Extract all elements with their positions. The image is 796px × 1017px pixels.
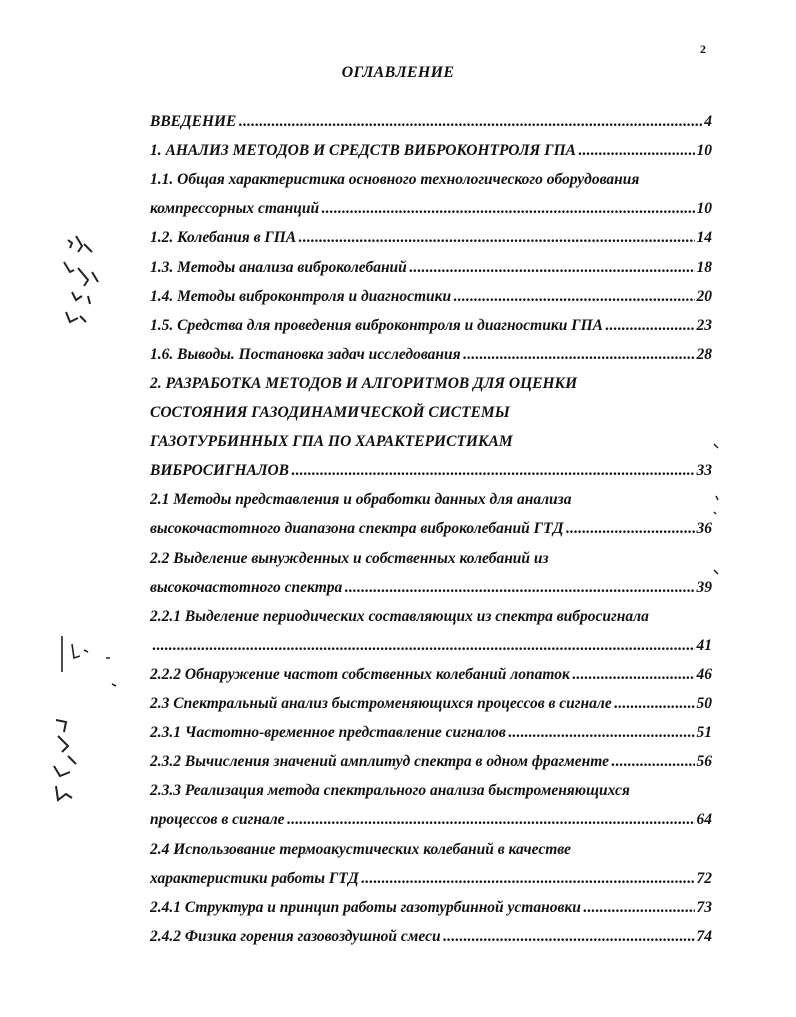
toc-page-number: 20 bbox=[696, 288, 712, 305]
toc-dot-leader bbox=[565, 519, 694, 539]
toc-entry-title: 1.5. Средства для проведения виброконтроля и диагностики ГПА bbox=[150, 317, 603, 334]
toc-entry[interactable] bbox=[150, 170, 712, 228]
toc-entry-title: 2.4.2 Физика горения газовоздушной смеси bbox=[150, 928, 441, 945]
toc-entry[interactable] bbox=[150, 898, 712, 927]
toc-entry-title: 2.3.2 Вычисления значений амплитуд спектра в одном фрагменте bbox=[150, 753, 609, 770]
toc-entry[interactable] bbox=[150, 781, 712, 839]
toc-dot-leader bbox=[291, 461, 694, 481]
toc-dot-leader bbox=[361, 869, 695, 889]
toc-entry-title: процессов в сигнале bbox=[150, 811, 285, 828]
toc-dot-leader bbox=[463, 345, 695, 365]
toc-entry-title: 2.3 Спектральный анализ быстроменяющихся процессов в сигнале bbox=[150, 695, 612, 712]
toc-page-number: 73 bbox=[696, 899, 712, 916]
toc-entry-title: 1.2. Колебания в ГПА bbox=[150, 229, 297, 246]
toc-page-number: 46 bbox=[696, 666, 712, 683]
toc-page-number: 56 bbox=[696, 753, 712, 770]
toc-entry[interactable] bbox=[150, 345, 712, 374]
toc-dot-leader bbox=[453, 287, 694, 307]
toc-entry-title: высокочастотного спектра bbox=[150, 579, 343, 596]
toc-entry-title: 2.2.2 Обнаружение частот собственных колебаний лопаток bbox=[150, 666, 570, 683]
toc-entry[interactable] bbox=[150, 228, 712, 257]
toc-dot-leader bbox=[298, 228, 694, 248]
toc-entry-title: 2. РАЗРАБОТКА МЕТОДОВ И АЛГОРИТМОВ ДЛЯ ОЦЕНКИ bbox=[150, 375, 578, 392]
toc-page-number: 41 bbox=[696, 637, 712, 654]
toc-entry-title: 2.4.1 Структура и принцип работы газотурбинной установки bbox=[150, 899, 581, 916]
toc-entry-title: 2.1 Методы представления и обработки данных для анализа bbox=[150, 491, 572, 508]
scan-artifact bbox=[58, 232, 108, 332]
scan-artifact bbox=[50, 716, 90, 806]
toc-entry-title: 2.3.3 Реализация метода спектрального анализа быстроменяющихся bbox=[150, 782, 630, 799]
toc-entry-title: ВВЕДЕНИЕ bbox=[150, 113, 237, 130]
toc-entry[interactable] bbox=[150, 112, 712, 141]
toc-dot-leader bbox=[614, 694, 695, 714]
toc-entry[interactable] bbox=[150, 141, 712, 170]
toc-dot-leader bbox=[508, 723, 695, 743]
toc-dot-leader bbox=[152, 636, 695, 656]
toc-entry[interactable] bbox=[150, 694, 712, 723]
toc-entry[interactable] bbox=[150, 316, 712, 345]
page-title: ОГЛАВЛЕНИЕ bbox=[341, 64, 455, 81]
toc-entry[interactable] bbox=[150, 840, 712, 898]
toc-dot-leader bbox=[238, 112, 702, 132]
toc-dot-leader bbox=[443, 927, 695, 947]
toc-dot-leader bbox=[605, 316, 695, 336]
toc-dot-leader bbox=[287, 810, 695, 830]
toc-entry-title: компрессорных станций bbox=[150, 200, 320, 217]
toc-entry[interactable] bbox=[150, 607, 712, 665]
toc-entry[interactable] bbox=[150, 287, 712, 316]
toc-page-number: 64 bbox=[696, 811, 712, 828]
toc-page-number: 74 bbox=[696, 928, 712, 945]
toc-entry-title: 2.3.1 Частотно-временное представление сигналов bbox=[150, 724, 506, 741]
toc-page-number: 10 bbox=[696, 200, 712, 217]
toc-entry-title: ВИБРОСИГНАЛОВ bbox=[150, 462, 290, 479]
toc-page-number: 14 bbox=[696, 229, 712, 246]
toc-page-number: 18 bbox=[696, 259, 712, 276]
scan-artifact bbox=[58, 632, 118, 692]
toc-entry-title: 1.6. Выводы. Постановка задач исследования bbox=[150, 346, 461, 363]
toc-page-number: 10 bbox=[696, 142, 712, 159]
toc-entry[interactable] bbox=[150, 927, 712, 956]
toc-entry-title: 2.2.1 Выделение периодических составляющих из спектра вибросигнала bbox=[150, 608, 649, 625]
toc-dot-leader bbox=[583, 898, 695, 918]
toc-entry[interactable] bbox=[150, 374, 712, 490]
toc-page-number: 28 bbox=[696, 346, 712, 363]
toc-dot-leader bbox=[611, 752, 695, 772]
toc-entry[interactable] bbox=[150, 665, 712, 694]
toc-page-number: 39 bbox=[696, 579, 712, 596]
toc-dot-leader bbox=[344, 578, 694, 598]
toc-page-number: 4 bbox=[704, 113, 712, 130]
toc-entry[interactable] bbox=[150, 723, 712, 752]
toc-entry-title: 1.4. Методы виброконтроля и диагностики bbox=[150, 288, 452, 305]
toc-entry-title: характеристики работы ГТД bbox=[150, 870, 359, 887]
toc-entry-title: ГАЗОТУРБИННЫХ ГПА ПО ХАРАКТЕРИСТИКАМ bbox=[150, 433, 513, 450]
toc-entry-title: 1.1. Общая характеристика основного технологического оборудования bbox=[150, 171, 640, 188]
toc-entry[interactable] bbox=[150, 490, 712, 548]
toc-dot-leader bbox=[572, 665, 695, 685]
toc-entry[interactable] bbox=[150, 549, 712, 607]
toc-page-number: 72 bbox=[696, 870, 712, 887]
toc-dot-leader bbox=[409, 258, 695, 278]
toc-page-number: 51 bbox=[696, 724, 712, 741]
toc-dot-leader bbox=[578, 141, 695, 161]
toc-entry-title: СОСТОЯНИЯ ГАЗОДИНАМИЧЕСКОЙ СИСТЕМЫ bbox=[150, 404, 510, 421]
toc-entry-title: 2.4 Использование термоакустических колебаний в качестве bbox=[150, 841, 571, 858]
toc-page-number: 33 bbox=[696, 462, 712, 479]
toc-dot-leader bbox=[321, 199, 694, 219]
toc-page-number: 50 bbox=[696, 695, 712, 712]
toc-entry-title: 1. АНАЛИЗ МЕТОДОВ И СРЕДСТВ ВИБРОКОНТРОЛЯ ГПА bbox=[150, 142, 576, 159]
toc-entry-title: высокочастотного диапазона спектра виброколебаний ГТД bbox=[150, 520, 564, 537]
toc-page-number: 23 bbox=[696, 317, 712, 334]
toc-entry[interactable] bbox=[150, 752, 712, 781]
page-number: 2 bbox=[700, 42, 706, 56]
toc-entry-title: 2.2 Выделение вынужденных и собственных колебаний из bbox=[150, 550, 549, 567]
toc-page-number: 36 bbox=[696, 520, 712, 537]
toc-entry-title: 1.3. Методы анализа виброколебаний bbox=[150, 259, 407, 276]
toc-entry[interactable] bbox=[150, 258, 712, 287]
